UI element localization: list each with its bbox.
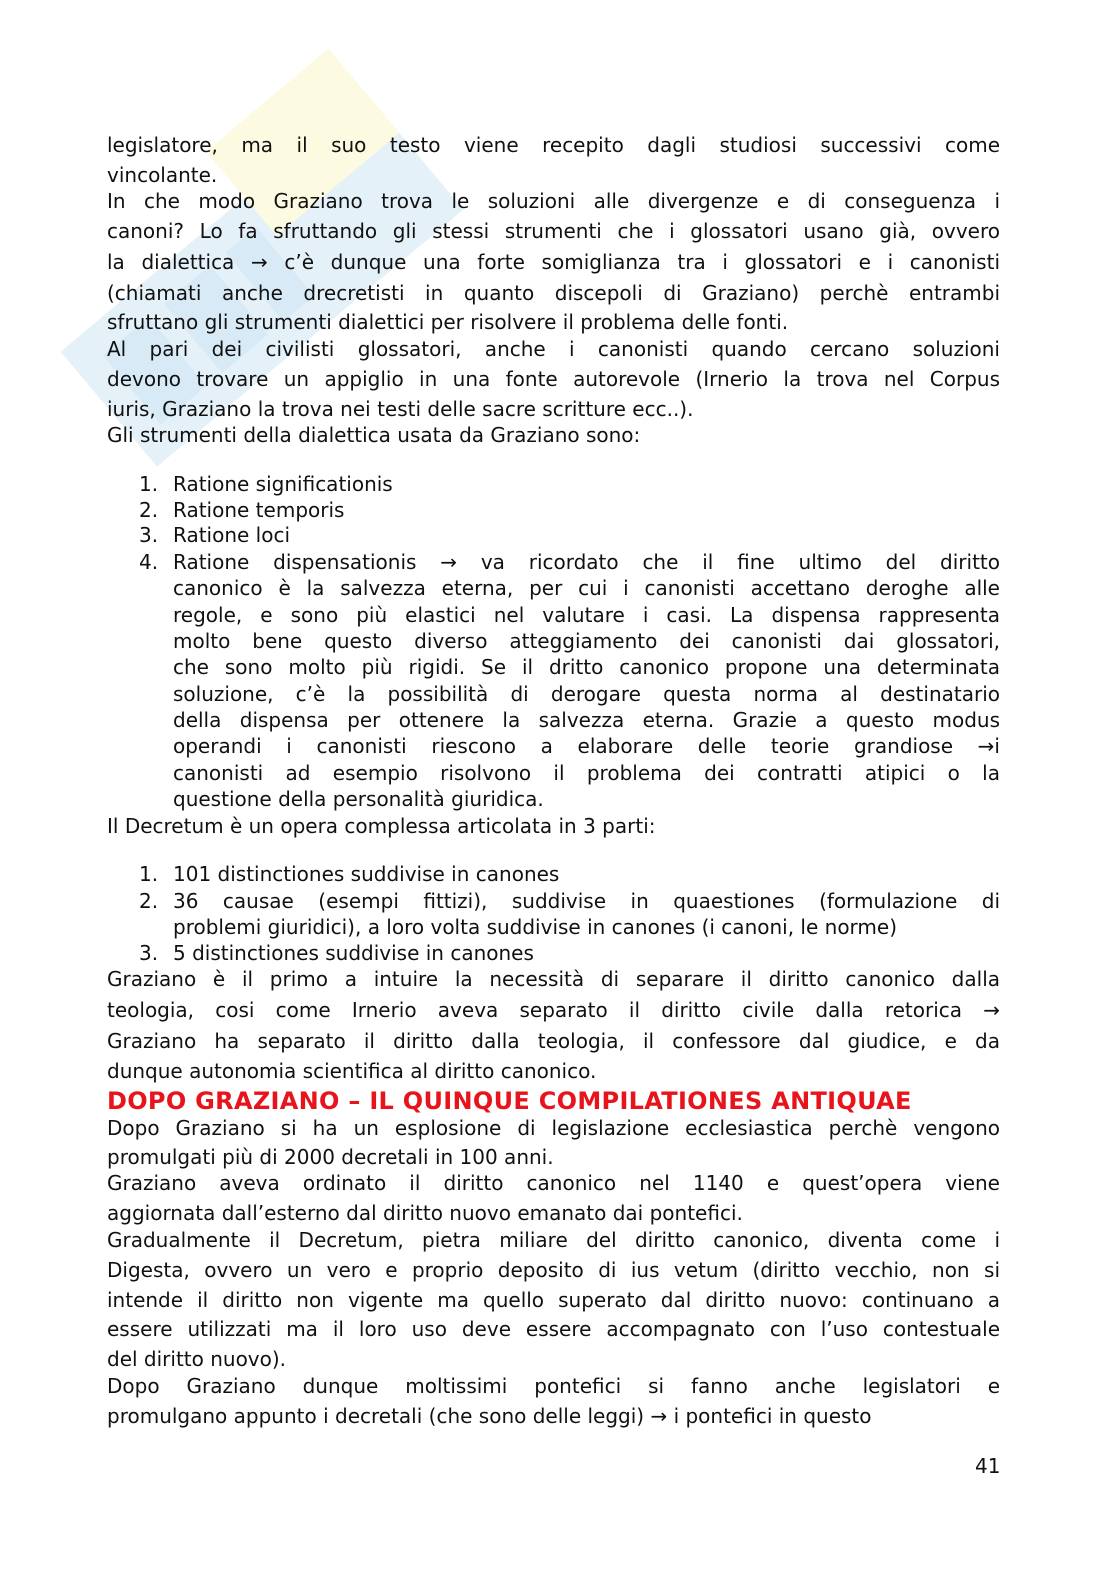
paragraph-line: Graziano è il primo a intuire la necessità di separare il diritto canonico dalla [107, 967, 1000, 991]
paragraph-line: promulgano appunto i decretali (che sono delle leggi) → i pontefici in questo [107, 1404, 872, 1428]
list-item-line: problemi giuridici), a loro volta suddivise in canones (i canoni, le norme) [173, 915, 898, 939]
paragraph-line: Il Decretum è un opera complessa articolata in 3 parti: [107, 814, 656, 838]
list-item-line: soluzione, c’è la possibilità di derogare questa norma al destinatario [173, 682, 1000, 706]
list-item-line: 36 causae (esempi fittizi), suddivise in quaestiones (formulazione di [173, 889, 1000, 913]
section-heading: DOPO GRAZIANO – IL QUINQUE COMPILATIONES ANTIQUAE [107, 1087, 912, 1115]
list-item-line: Ratione significationis [173, 472, 393, 496]
paragraph-line: canoni? Lo fa sfruttando gli stessi strumenti che i glossatori usano già, ovvero [107, 219, 1000, 243]
list-item-line: molto bene questo diverso atteggiamento dei canonisti dai glossatori, [173, 629, 1000, 653]
paragraph-line: aggiornata dall’esterno dal diritto nuovo emanato dai pontefici. [107, 1201, 743, 1225]
list-item-line: Ratione loci [173, 523, 291, 547]
list-number: 3. [139, 523, 159, 547]
list-number: 4. [139, 550, 159, 574]
paragraph-line: dunque autonomia scientifica al diritto canonico. [107, 1059, 597, 1083]
list-item-line: Ratione dispensationis → va ricordato che il fine ultimo del diritto [173, 550, 1000, 574]
paragraph-line: essere utilizzati ma il loro uso deve essere accompagnato con l’uso contestuale [107, 1317, 1000, 1341]
paragraph-line: teologia, cosi come Irnerio aveva separato il diritto civile dalla retorica → [107, 998, 1000, 1022]
list-item-line: Ratione temporis [173, 498, 345, 522]
paragraph-line: devono trovare un appiglio in una fonte autorevole (Irnerio la trova nel Corpus [107, 367, 1000, 391]
list-item-line: regole, e sono più elastici nel valutare i casi. La dispensa rappresenta [173, 603, 1000, 627]
paragraph-line: (chiamati anche drecretisti in quanto discepoli di Graziano) perchè entrambi [107, 281, 1000, 305]
paragraph-line: iuris, Graziano la trova nei testi delle sacre scritture ecc..). [107, 397, 694, 421]
paragraph-line: intende il diritto non vigente ma quello superato dal diritto nuovo: continuano a [107, 1288, 1000, 1312]
paragraph-line: Digesta, ovvero un vero e proprio deposito di ius vetum (diritto vecchio, non si [107, 1258, 1000, 1282]
paragraph-line: In che modo Graziano trova le soluzioni alle divergenze e di conseguenza i [107, 189, 1000, 213]
list-item-line: canonisti ad esempio risolvono il problema dei contratti atipici o la [173, 761, 1000, 785]
list-item-line: canonico è la salvezza eterna, per cui i canonisti accettano deroghe alle [173, 576, 1000, 600]
list-item-line: 5 distinctiones suddivise in canones [173, 941, 534, 965]
paragraph-line: del diritto nuovo). [107, 1347, 287, 1371]
list-item-line: della dispensa per ottenere la salvezza eterna. Grazie a questo modus [173, 708, 1000, 732]
paragraph-line: promulgati più di 2000 decretali in 100 anni. [107, 1145, 554, 1169]
list-item-line: che sono molto più rigidi. Se il dritto canonico propone una determinata [173, 655, 1000, 679]
watermark-logo [20, 40, 490, 520]
paragraph-line: Graziano ha separato il diritto dalla teologia, il confessore dal giudice, e da [107, 1029, 1000, 1053]
page-number: 41 [975, 1454, 1001, 1478]
paragraph-line: legislatore, ma il suo testo viene recepito dagli studiosi successivi come [107, 133, 1000, 157]
paragraph-line: Graziano aveva ordinato il diritto canonico nel 1140 e quest’opera viene [107, 1171, 1000, 1195]
list-item-line: operandi i canonisti riescono a elaborare delle teorie grandiose →i [173, 734, 1000, 758]
list-number: 3. [139, 941, 159, 965]
paragraph-line: la dialettica → c’è dunque una forte somiglianza tra i glossatori e i canonisti [107, 250, 1000, 274]
list-number: 2. [139, 498, 159, 522]
paragraph-line: Dopo Graziano dunque moltissimi pontefici si fanno anche legislatori e [107, 1374, 1000, 1398]
paragraph-line: sfruttano gli strumenti dialettici per risolvere il problema delle fonti. [107, 310, 789, 334]
list-number: 1. [139, 472, 159, 496]
list-number: 1. [139, 862, 159, 886]
paragraph-line: Al pari dei civilisti glossatori, anche i canonisti quando cercano soluzioni [107, 337, 1000, 361]
paragraph-line: Gli strumenti della dialettica usata da Graziano sono: [107, 423, 641, 447]
list-item-line: questione della personalità giuridica. [173, 787, 544, 811]
paragraph-line: vincolante. [107, 163, 218, 187]
paragraph-line: Gradualmente il Decretum, pietra miliare del diritto canonico, diventa come i [107, 1228, 1000, 1252]
paragraph-line: Dopo Graziano si ha un esplosione di legislazione ecclesiastica perchè vengono [107, 1116, 1000, 1140]
list-number: 2. [139, 889, 159, 913]
list-item-line: 101 distinctiones suddivise in canones [173, 862, 560, 886]
